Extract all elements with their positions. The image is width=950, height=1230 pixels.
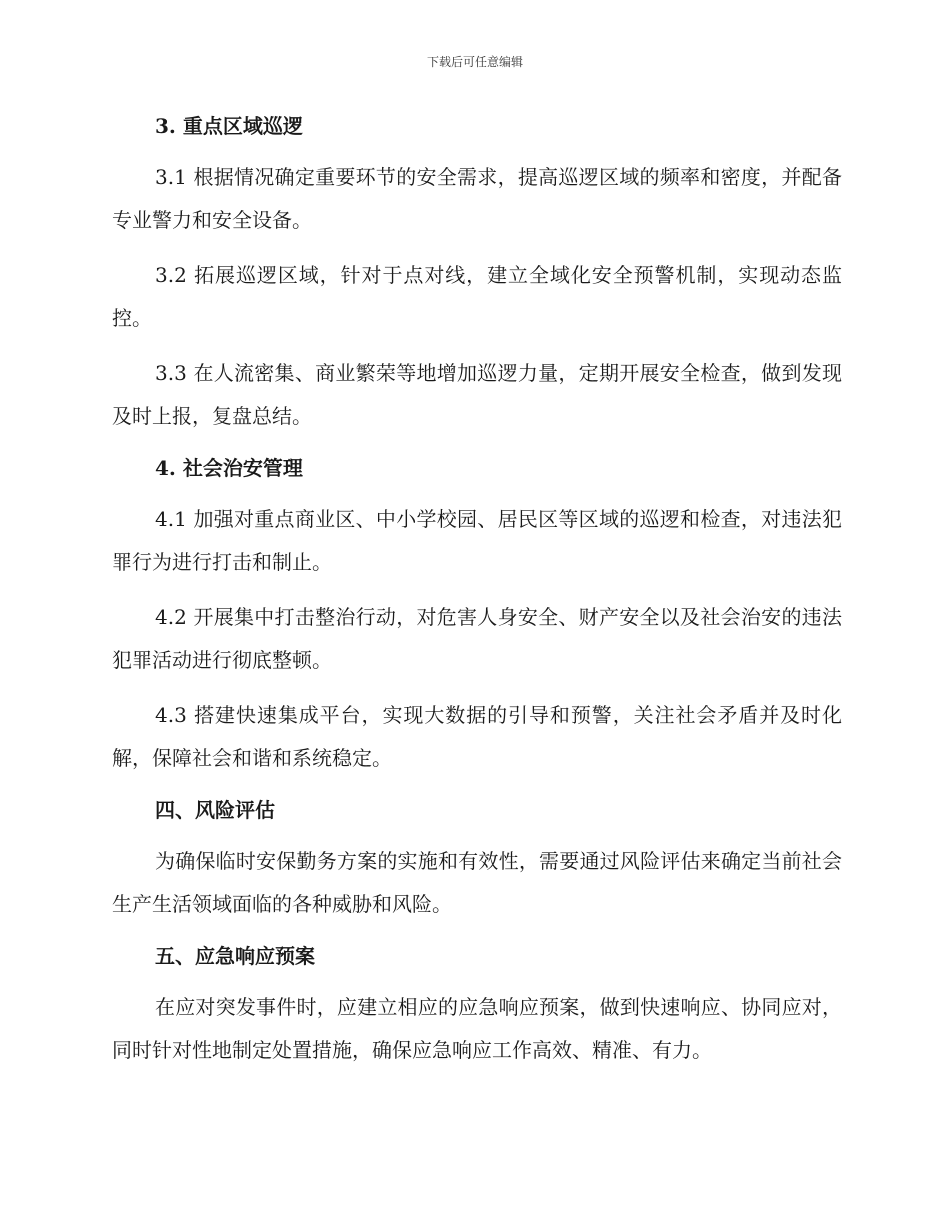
- paragraph: 3.2 拓展巡逻区域，针对于点对线，建立全域化安全预警机制，实现动态监控。: [112, 263, 842, 330]
- section-heading: 五、应急响应预案: [155, 944, 315, 968]
- section-heading: 四、风险评估: [155, 798, 275, 822]
- paragraph: 为确保临时安保勤务方案的实施和有效性，需要通过风险评估来确定当前社会生产生活领域面临的各种威胁和风险。: [112, 849, 842, 916]
- paragraph: 在应对突发事件时，应建立相应的应急响应预案，做到快速响应、协同应对，同时针对性地制定处置措施，确保应急响应工作高效、精准、有力。: [112, 995, 842, 1062]
- paragraph: 4.3 搭建快速集成平台，实现大数据的引导和预警，关注社会矛盾并及时化解，保障社会和谐和系统稳定。: [112, 703, 842, 770]
- paragraph: 4.1 加强对重点商业区、中小学校园、居民区等区域的巡逻和检查，对违法犯罪行为进行打击和制止。: [112, 507, 842, 574]
- section-heading: 3. 重点区域巡逻: [155, 114, 303, 138]
- paragraph: 3.1 根据情况确定重要环节的安全需求，提高巡逻区域的频率和密度，并配备专业警力和安全设备。: [112, 165, 842, 232]
- paragraph: 3.3 在人流密集、商业繁荣等地增加巡逻力量，定期开展安全检查，做到发现及时上报，复盘总结。: [112, 361, 842, 428]
- document-body: [112, 108, 842, 1084]
- paragraph: 4.2 开展集中打击整治行动，对危害人身安全、财产安全以及社会治安的违法犯罪活动进行彻底整顿。: [112, 605, 842, 672]
- section-heading: 4. 社会治安管理: [155, 456, 303, 480]
- page-header: 下载后可任意编辑: [426, 55, 523, 69]
